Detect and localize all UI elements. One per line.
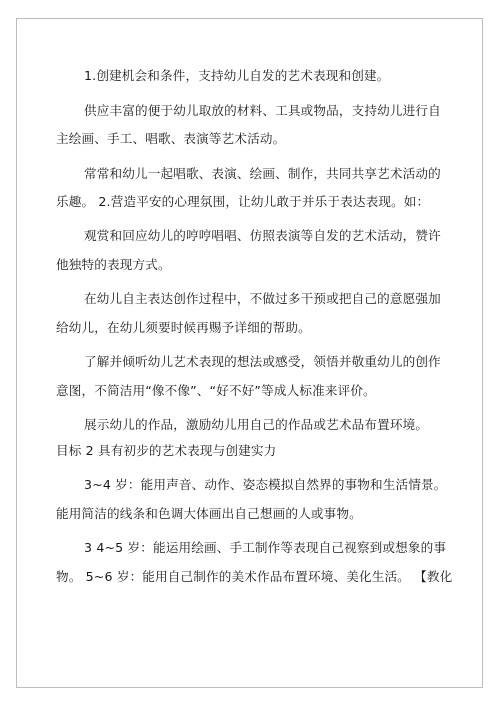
paragraph-line: 主绘画、手工、唱歌、表演等艺术活动。 <box>56 131 286 146</box>
paragraph-line: 1.创建机会和条件，支持幼儿自发的艺术表现和创建。 <box>84 68 390 83</box>
paragraph-line: 物。 5~6 岁：能用自己制作的美术作品布置环境、美化生活。 【教化 <box>56 569 453 584</box>
paragraph-line: 3~4 岁：能用声音、动作、姿态模拟自然界的事物和生活情景。 <box>84 477 447 492</box>
paragraph-line: 意图，不简洁用“像不像”、“好不好”等成人标准来评价。 <box>56 383 376 398</box>
paragraph-line: 3 4~5 岁：能运用绘画、手工制作等表现自己视察到或想象的事 <box>84 540 447 555</box>
paragraph-line: 常常和幼儿一起唱歌、表演、绘画、制作，共同共享艺术活动的 <box>84 166 441 181</box>
paragraph-line: 他独特的表现方式。 <box>56 257 171 272</box>
paragraph-line: 能用简洁的线条和色调大体画出自己想画的人或事物。 <box>56 506 362 521</box>
paragraph-line: 展示幼儿的作品，激励幼儿用自己的作品或艺术品布置环境。 <box>84 417 429 432</box>
paragraph-line: 观赏和回应幼儿的哼哼唱唱、仿照表演等自发的艺术活动，赞许 <box>84 228 441 243</box>
paragraph-line: 在幼儿自主表达创作过程中，不做过多干预或把自己的意愿强加 <box>84 291 441 306</box>
paragraph-line: 乐趣。 2.营造平安的心理氛围，让幼儿敢于并乐于表达表现。如： <box>56 194 430 209</box>
paragraph-line: 给幼儿，在幼儿须要时候再赐予详细的帮助。 <box>56 320 311 335</box>
paragraph-line: 了解并倾听幼儿艺术表现的想法或感受，领悟并敬重幼儿的创作 <box>84 354 441 369</box>
paragraph-line: 供应丰富的便于幼儿取放的材料、工具或物品，支持幼儿进行自 <box>84 103 441 118</box>
section-heading: 目标 2 具有初步的艺术表现与创建实力 <box>56 443 277 458</box>
